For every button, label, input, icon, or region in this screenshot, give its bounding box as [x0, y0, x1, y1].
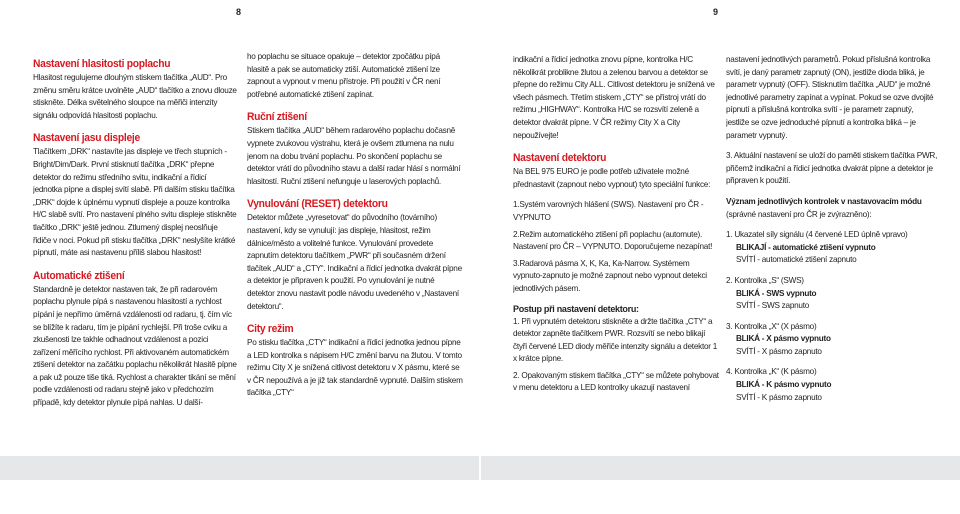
- heading-setup-procedure: Postup při nastavení detektoru:: [513, 303, 639, 314]
- para-reset: Detektor můžete „vyresetovat“ do původního (továrního) nastavení, kdy se vynulují: jas displeje, hlasitost, režim dálnice/město a volitelné funkce. Vynulování provedete zapnutím detektoru tlačítkem „PWR“ při současném držení tlačítek „AUD“ a „CTY“. Indikační a řídicí jednotka dvakrát pípne a detektor je připraven k použití. Po vynulování je nutné detektor znovu nastavit podle návodu uvedeného v „Nastavení detektoru“.: [247, 213, 462, 311]
- para-brightness: Tlačítkem „DRK“ nastavíte jas displeje ve třech stupních - Bright/Dim/Dark. První stisknutí tlačítka „DRK“ přepne detektor do režimu středního svitu, indikační a řídicí jednotka pípne a displej svítí slabě. Při dalším stisku tlačítka „DRK“ dojde k úplnému vypnutí displeje a pouze kontrolka H/C slabě svítí. Pro nastavení plného svitu displeje stiskněte tlačítko „DRK“ ještě jednou. Ztlumený displej neoslňuje řidiče v noci. Pokud při stisku tlačítka „DRK“ neslyšíte krátké pípnutí, máte asi nastavenu příliš slabou hlasitost!: [33, 147, 237, 258]
- para-manual-mute: Stiskem tlačítka „AUD“ během radarového poplachu dočasně vypnete zvukovou výstrahu, která je ovšem ztlumena na nulu jenom na dobu trvání poplachu. Po skončení poplachu se detektor vrátí do původního stavu a další radar hlásí s normální hlasitostí. Ruční ztišení nefunguje u laserových poplachů.: [247, 126, 461, 186]
- para-volume: Hlasitost regulujeme dlouhým stiskem tlačítka „AUD“. Pro změnu směru krátce uvolněte „AUD“ tlačítko a znovu dlouze stiskněte. Délka světelného sloupce na měřiči intenzity signálu odpovídá hlasitosti poplachu.: [33, 73, 237, 120]
- mode-2: [726, 275, 938, 313]
- mode-4-head: 4. Kontrolka „K“ (K pásmo): [726, 367, 817, 377]
- heading-brightness: Nastavení jasu displeje: [33, 132, 140, 145]
- heading-detector-setup: Nastavení detektoru: [513, 152, 607, 165]
- page-divider: [479, 456, 481, 480]
- menu-legend-subtitle: (správné nastavení pro ČR je zvýrazněno):: [726, 209, 872, 219]
- mode-1: [726, 229, 938, 267]
- para-auto-mute: Standardně je detektor nastaven tak, že při radarovém poplachu plynule pípá s nastavenou hlasitostí a rychlost pípání je nepřímo úměrná vzdálenosti od radaru, tj. čím víc se blížíte k radaru, tím je pípání rychlejší. Při troše cviku a zkušenosti lze takhle odhadnout vzdálenost a pozici zařízení měřícího rychlost. Při aktivovaném automatickém ztišení detektor na začátku poplachu několikrát hlasitě pípne a pak už pouze tiše tiká. Rychlost a charakter tikání se mění podle vzdálenosti od radaru stejně jako v předchozím případě, kdy detektor plynule pípá nahlas. U další-: [33, 284, 237, 408]
- mode-2-head: 2. Kontrolka „S“ (SWS): [726, 275, 804, 285]
- heading-reset: Vynulování (RESET) detektoru: [247, 198, 388, 211]
- heading-city-mode: City režim: [247, 323, 294, 336]
- para-city-cont: indikační a řídicí jednotka znovu pípne, kontrolka H/C několikrát problikne žlutou a zelenou barvou a detektor se přepne do režimu City ALL. Citlivost detektoru je snížená ve všech pásmech. Třetím stiskem „CTY“ se přístroj vrátí do režimu „HIGHWAY“. Kontrolka H/C se rozsvítí zeleně a detektor dvakrát pípne. V ČR režimy City X a City nepoužívejte!: [513, 55, 715, 140]
- left-column-1: [33, 58, 237, 514]
- mode-1-head: 1. Ukazatel síly signálu (4 červené LED úplně vpravo): [726, 230, 908, 240]
- para-city-mode: Po stisku tlačítka „CTY“ indikační a řídicí jednotka jednou pípne a LED kontrolka s nápisem H/C změní barvu na žlutou. V tomto režimu City X je snížená citlivost detektoru v X pásmu, které se v ČR nepoužívá a je již tak standardně vypnuté. Dalším stiskem tlačítka „CTY“: [247, 338, 463, 398]
- mode-4-highlight: BLIKÁ - K pásmo vypnuto: [736, 380, 832, 390]
- menu-legend-title: Význam jednotlivých kontrolek v nastavovacím módu: [726, 196, 922, 206]
- mode-2-alt: SVÍTÍ - SWS zapnuto: [736, 301, 810, 311]
- mode-2-highlight: BLIKÁ - SWS vypnuto: [736, 288, 817, 298]
- mode-1-alt: SVÍTÍ - automatické ztišení zapnuto: [736, 255, 857, 265]
- mode-3: [726, 321, 938, 359]
- heading-volume: Nastavení hlasitosti poplachu: [33, 58, 171, 70]
- mode-3-head: 3. Kontrolka „X“ (X pásmo): [726, 321, 817, 331]
- para-setup-cont: nastavení jednotlivých parametrů. Pokud příslušná kontrolka svítí, je daný parametr zapnutý (ON), jestliže dioda bliká, je parametr vypnutý (OFF). Stisknutím tlačítka „AUD“ je možné jednotlivé parametry zapínat a vypínat. Pokud se ozve dvojité pípnutí a příslušná kontrolka svítí - je parametr zapnutý, jestliže se ozve jednoduché pípnutí a kontrolka bliká – je parametr vypnutý.: [726, 55, 934, 140]
- para-auto-mute-cont: ho poplachu se situace opakuje – detektor zpočátku pípá hlasitě a pak se automaticky ztiší. Automatické ztišení lze zapnout a vypnout v menu přístroje. Při použití v ČR není potřebné automatické ztišení zapínat.: [247, 52, 441, 99]
- mode-4: [726, 366, 938, 404]
- page-number-right: 9: [713, 7, 719, 17]
- left-column-2: [247, 51, 463, 507]
- setup-item-1: 1.Systém varovných hlášení (SWS). Nastavení pro ČR - VYPNUTO: [513, 200, 704, 222]
- procedure-step-3: 3. Aktuální nastavení se uloží do paměti stiskem tlačítka PWR, přičemž indikační a řídicí jednotka dvakrát pípne a detektor je připraven k použití.: [726, 151, 938, 186]
- procedure-step-1: 1. Při vypnutém detektoru stiskněte a držte tlačítka „CTY“ a detektor zapněte tlačítkem PWR. Rozsvítí se nebo blikají čtyři červené LED diody měřiče intenzity signálu a detektor 1 x krátce pípne.: [513, 316, 718, 364]
- setup-item-2: 2.Režim automatického ztišení při poplachu (automute). Nastavení pro ČR – VYPNUTO. Doporučujeme nezapínat!: [513, 229, 713, 252]
- mode-3-alt: SVÍTÍ - X pásmo zapnuto: [736, 346, 822, 356]
- heading-auto-mute: Automatické ztišení: [33, 269, 125, 282]
- setup-item-3: 3.Radarová pásma X, K, Ka, Ka-Narrow. Systémem vypnuto-zapnuto je možné zapnout nebo vypnout detekci jednotlivých pásem.: [513, 258, 707, 293]
- mode-4-alt: SVÍTÍ - K pásmo zapnuto: [736, 392, 822, 402]
- right-column-4: [726, 54, 938, 510]
- mode-1-highlight: BLIKAJÍ - automatické ztišení vypnuto: [736, 242, 876, 252]
- page-number-left: 8: [236, 7, 242, 17]
- para-detector-setup: Na BEL 975 EURO je podle potřeb uživatele možné přednastavit (zapnout nebo vypnout) tyto speciální funkce:: [513, 167, 711, 189]
- heading-manual-mute: Ruční ztišení: [247, 111, 307, 124]
- procedure-step-2: 2. Opakovaným stiskem tlačítka „CTY“ se můžete pohybovat v menu detektoru a LED kontrolky ukazují nastavení: [513, 370, 719, 393]
- right-column-3: [513, 54, 719, 510]
- mode-3-highlight: BLIKÁ - X pásmo vypnuto: [736, 334, 831, 344]
